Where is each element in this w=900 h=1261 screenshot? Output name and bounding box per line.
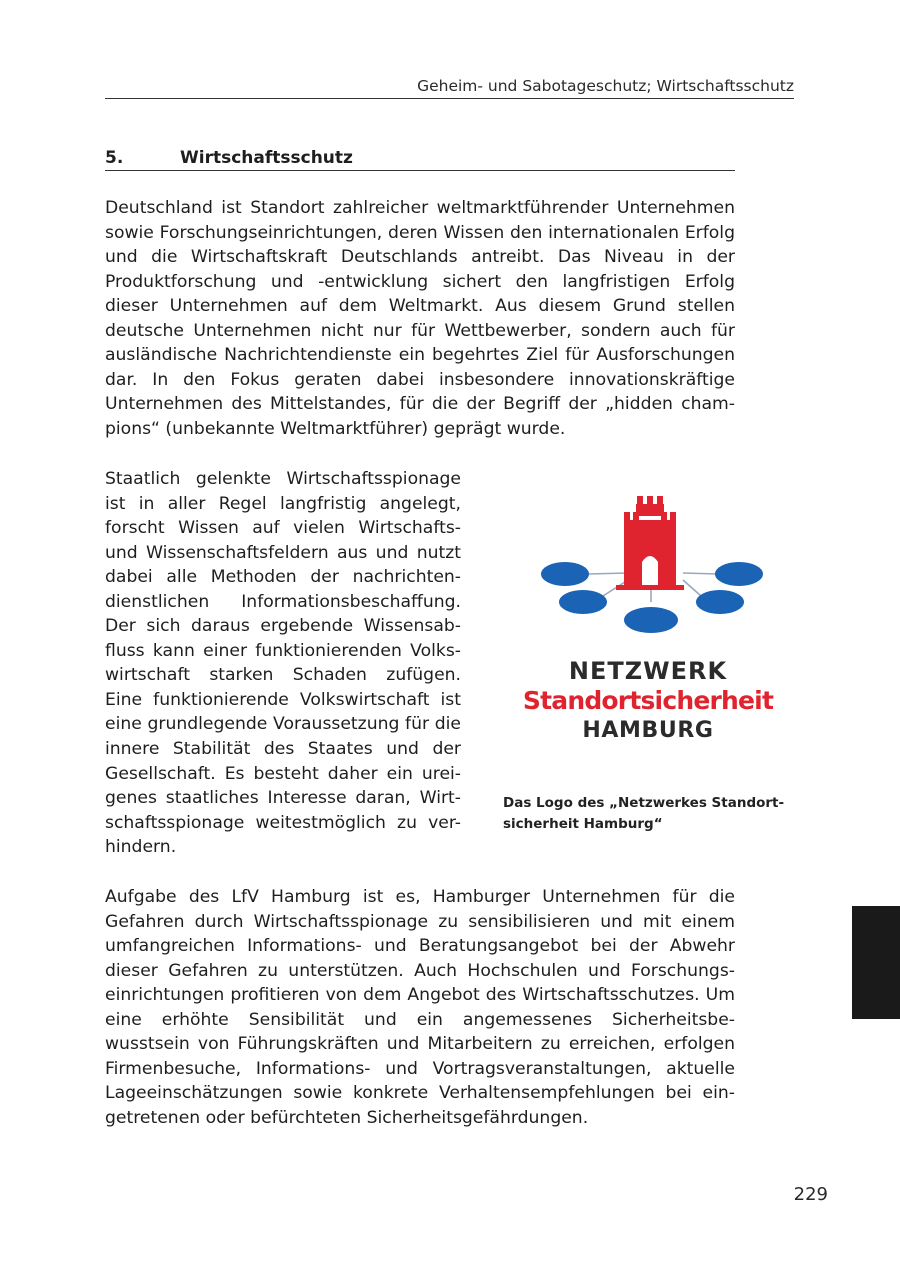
network-node-lower-left xyxy=(559,590,607,614)
logo-standortsicherheit-text: Standortsicherheit xyxy=(522,686,774,715)
castle-tower-icon xyxy=(624,496,676,586)
network-node-bottom xyxy=(624,607,678,633)
netzwerk-logo xyxy=(503,470,793,760)
network-node-right xyxy=(715,562,763,586)
page-number: 229 xyxy=(793,1184,828,1205)
network-node-left xyxy=(541,562,589,586)
logo-netzwerk-text: NETZWERK xyxy=(568,657,728,685)
chapter-thumb-tab xyxy=(852,906,900,1019)
paragraph-lfv-task: Aufgabe des LfV Hamburg ist es, Hamburger Unternehmen für die Gefahren durch Wirtschaftsspionage zu sensibilisieren und mit einem umfangreichen Informations- und Beratungsangebot bei der Abwehr dieser Gefahren zu unterstützen. Auch Hochschulen und Forschungs- einrichtungen profitieren von dem Angebot des Wirtschaftsschutzes. Um eine erhöhte Sensibilität und ein angemessenes Sicherheitsbe- wusstsein von Führungskräften und Mitarbeitern zu erreichen, erfolgen Firmenbesuche, Informations- und Vortragsveranstaltungen, aktuelle Lageeinschätzungen sowie konkrete Verhaltensempfehlungen bei ein- getretenen oder befürchteten Sicherheitsgefährdungen. xyxy=(105,887,735,1128)
network-node-lower-right xyxy=(696,590,744,614)
paragraph-espionage: Staatlich gelenkte Wirtschaftsspionage ist in aller Regel langfristig angelegt, forscht Wissen auf vielen Wirtschafts- und Wissenschaftsfeldern aus und nutzt dabei alle Methoden der nachrichten- dienstlichen Informationsbeschaffung. Der sich daraus ergebende Wissensab- fluss kann einer funktionierenden Volks- wirtschaft starken Schaden zufügen. Eine funktionierende Volkswirtschaft ist eine grundlegende Voraussetzung für die innere Stabilität des Staates und der Gesellschaft. Es besteht daher ein urei- genes staatliches Interesse daran, Wirt- schaftsspionage weitestmöglich zu ver- hindern. xyxy=(105,469,461,858)
logo-hamburg-text: HAMBURG xyxy=(582,718,714,743)
section-heading xyxy=(105,146,735,171)
header-rule xyxy=(105,98,794,99)
section-number: 5. xyxy=(105,148,124,168)
section-title: Wirtschaftsschutz xyxy=(180,148,353,168)
running-header: Geheim- und Sabotageschutz; Wirtschaftsschutz xyxy=(417,77,794,95)
paragraph-intro: Deutschland ist Standort zahlreicher weltmarktführender Unternehmen sowie Forschungseinrichtungen, deren Wissen den internationalen Erfolg und die Wirtschaftskraft Deutschlands antreibt. Das Niveau in der Produktforschung und -entwicklung sichert den langfristigen Erfolg dieser Unternehmen auf dem Weltmarkt. Aus diesem Grund stellen deutsche Unternehmen nicht nur für Wettbewerber, sondern auch für ausländische Nachrichtendienste ein begehrtes Ziel für Ausforschungen dar. In den Fokus geraten dabei insbesondere innovationskräftige Unternehmen des Mittelstandes, für die der Begriff der „hidden cham- pions“ (unbekannte Weltmarktführer) geprägt wurde. xyxy=(105,198,735,439)
castle-network-emblem xyxy=(503,470,793,655)
logo-caption: Das Logo des „Netzwerkes Standort- sicherheit Hamburg“ xyxy=(503,795,785,832)
castle-base xyxy=(616,585,684,590)
